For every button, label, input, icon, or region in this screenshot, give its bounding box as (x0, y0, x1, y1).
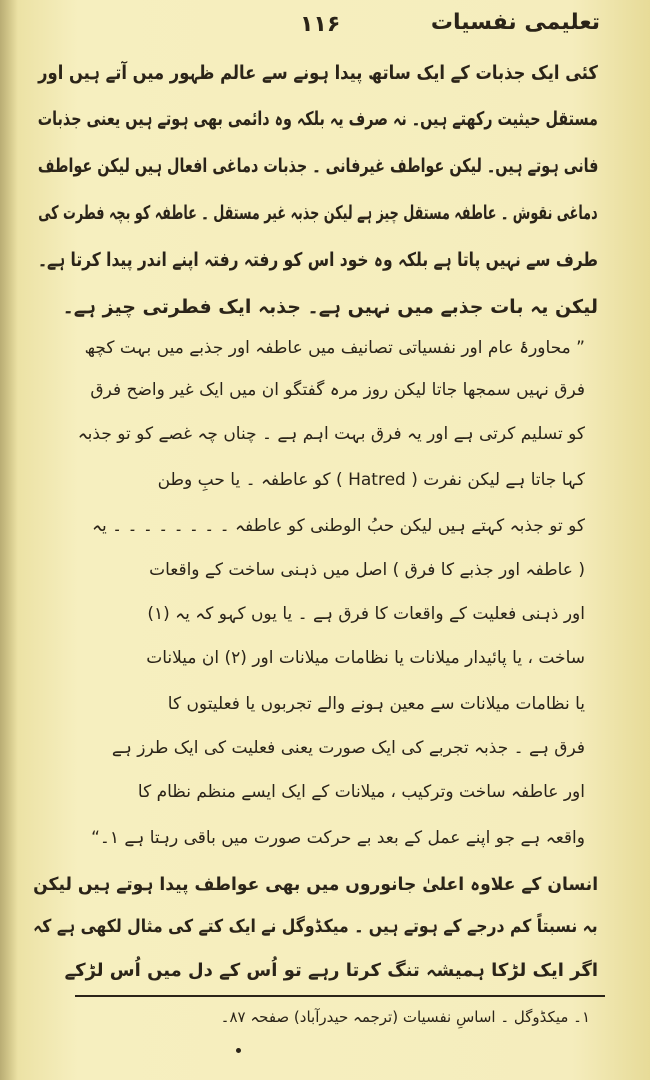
footnote-rule (75, 995, 605, 997)
footnote: ۱۔ میکڈوگل ۔ اساسِ نفسیات (ترجمہ حیدرآباد) صفحہ ۸۷۔ (220, 1008, 590, 1026)
page-gutter-shadow (0, 0, 18, 1080)
text-line: مستقل حیثیت رکھتے ہیں۔ نہ صرف یہ بلکہ وہ دائمی بھی ہوتے ہیں یعنی جذبات (37, 108, 598, 130)
text-line: فانی ہوتے ہیں۔ لیکن عواطف غیرفانی ۔ جذبات دماغی افعال ہیں لیکن عواطف (37, 155, 598, 177)
quote-line: ” محاورۂ عام اور نفسیاتی تصانیف میں عاطفہ اور جذبے میں بہت کچھ (84, 338, 585, 358)
quote-line: کہا جاتا ہے لیکن نفرت ( Hatred ) کو عاطفہ ۔ یا حبِ وطن (157, 470, 585, 490)
ink-dot (236, 1048, 241, 1053)
text-line: بہ نسبتاً کم درجے کے ہوتے ہیں ۔ میکڈوگل نے ایک کتے کی مثال لکھی ہے کہ (33, 916, 598, 937)
quote-line: ( عاطفہ اور جذبے کا فرق ) اصل میں ذہنی ساخت کے واقعات (149, 560, 585, 580)
text-line: اگر ایک لڑکا ہمیشہ تنگ کرتا رہے تو اُس کے دل میں اُس لڑکے (64, 960, 598, 981)
quote-line: فرق ہے ۔ جذبہ تجربے کی ایک صورت یعنی فعلیت کی ایک طرز ہے (111, 738, 585, 758)
quote-line: واقعہ ہے جو اپنے عمل کے بعد بے حرکت صورت میں باقی رہتا ہے ۱۔“ (91, 828, 585, 848)
running-head: تعلیمی نفسیات (430, 10, 600, 35)
text-line: انسان کے علاوہ اعلیٰ جانوروں میں بھی عواطف پیدا ہوتے ہیں لیکن (33, 874, 598, 895)
page-number: ۱۱۶ (300, 12, 341, 37)
quote-line: فرق نہیں سمجھا جاتا لیکن روز مرہ گفتگو ان میں ایک غیر واضح فرق (90, 380, 585, 400)
text-line: طرف سے نہیں پاتا ہے بلکہ وہ خود اس کو رفتہ رفتہ اپنے اندر پیدا کرتا ہے۔ (37, 249, 598, 271)
closing-paragraph (33, 874, 598, 984)
block-quote (75, 338, 585, 868)
quote-line: ساخت ، یا پائیدار میلانات یا نظامات میلانات اور (۲) ان میلانات (146, 648, 585, 668)
text-line: دماغی نقوش ۔ عاطفہ مستقل چیز ہے لیکن جذبہ غیر مستقل ۔ عاطفہ کو بچہ فطرت کی (38, 202, 598, 224)
quote-line: اور عاطفہ ساخت وترکیب ، میلانات کے ایک ایسے منظم نظام کا (137, 782, 585, 802)
main-paragraph (38, 62, 598, 332)
text-line: کئی ایک جذبات کے ایک ساتھ پیدا ہونے سے عالم ظہور میں آتے ہیں اور (38, 62, 598, 84)
quote-line: یا نظامات میلانات سے معین ہونے والے تجربوں یا فعلیتوں کا (167, 694, 585, 714)
quote-line: کو تو جذبہ کہتے ہیں لیکن حبُ الوطنی کو عاطفہ ۔ ۔ ۔ ۔ ۔ ۔ ۔ ۔ یہ (92, 516, 585, 536)
quote-line: کو تسلیم کرتی ہے اور یہ فرق بہت اہم ہے ۔ چناں چہ غصے کو تو جذبہ (77, 424, 585, 444)
quote-line: اور ذہنی فعلیت کے واقعات کا فرق ہے ۔ یا یوں کہو کہ یہ (۱) (147, 604, 585, 624)
text-line: لیکن یہ بات جذبے میں نہیں ہے۔ جذبہ ایک فطرتی چیز ہے۔ (62, 296, 598, 318)
page-header (0, 8, 650, 48)
